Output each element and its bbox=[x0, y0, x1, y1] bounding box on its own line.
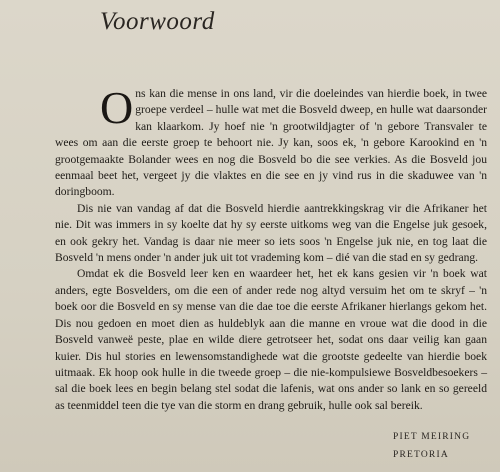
preface-body bbox=[55, 82, 487, 414]
drop-cap: O bbox=[100, 82, 134, 133]
paragraph-1-text: ns kan die mense in ons land, vir die doeleindes van hierdie boek, in twee groepe verdeel – hulle wat met die Bosveld dweep, en hulle wat daarsonder kan klaarkom. Jy hoef nie 'n grootwildjagter of 'n gebore Transvaler te wees om aan die eerste groep te behoort nie. Jy kan, soos ek, 'n gebore Karookind en 'n grootgemaakte Bolander wees en nog die Bosveld bo die see verkies. As die Bosveld jou eenmaal beet het, vergeet jy die vlaktes en die see en jy vind rus in die skaduwee van 'n doringboom. bbox=[55, 87, 487, 199]
paragraph-3: Omdat ek die Bosveld leer ken en waardeer het, het ek kans gesien vir 'n boek wat anders, egte Bosvelders, om die een of ander rede nog altyd versuim het om te skryf – 'n boek oor die Bosveld en sy mense van die dae toe die eerste Afrikaner hierlangs gekom het. Dis nou gedoen en moet dien as huldeblyk aan die manne en vroue wat die dood in die Bosveld vanweë peste, plae en wilde diere getrotseer het, sodat ons daar veilig kan gaan kuier. Dis hul stories en lewensomstandighede wat die grootste gedeelte van hierdie boek uitmaak. Ek hoop ook hulle in die tweede groep – die nie-kompulsiewe Bosveldbesoekers – sal die boek lees en begin belang stel sodat die lafenis, wat ons ander so lank en so gereeld as teenmiddel teen die tye van die storm en drang gebruik, hulle ook sal bereik. bbox=[55, 267, 487, 412]
paragraph-2: Dis nie van vandag af dat die Bosveld hierdie aantrekkingskrag vir die Afrikaner het nie. Dit was immers in sy koelte dat hy sy eerste uitkoms weg van die Engelse juk gesoek, en ook gekry het. Vandag is daar nie meer so iets soos 'n Engelse juk nie, en tog laat die Bosveld 'n mens onder 'n ander juk uit tot vrademing kom – dié van die stad en sy gedrang. bbox=[55, 201, 487, 265]
page-title: Voorwoord bbox=[100, 8, 215, 35]
paragraph-1 bbox=[55, 82, 487, 201]
signature-place: PRETORIA bbox=[393, 450, 449, 460]
author-signature: PIET MEIRING bbox=[393, 432, 471, 442]
